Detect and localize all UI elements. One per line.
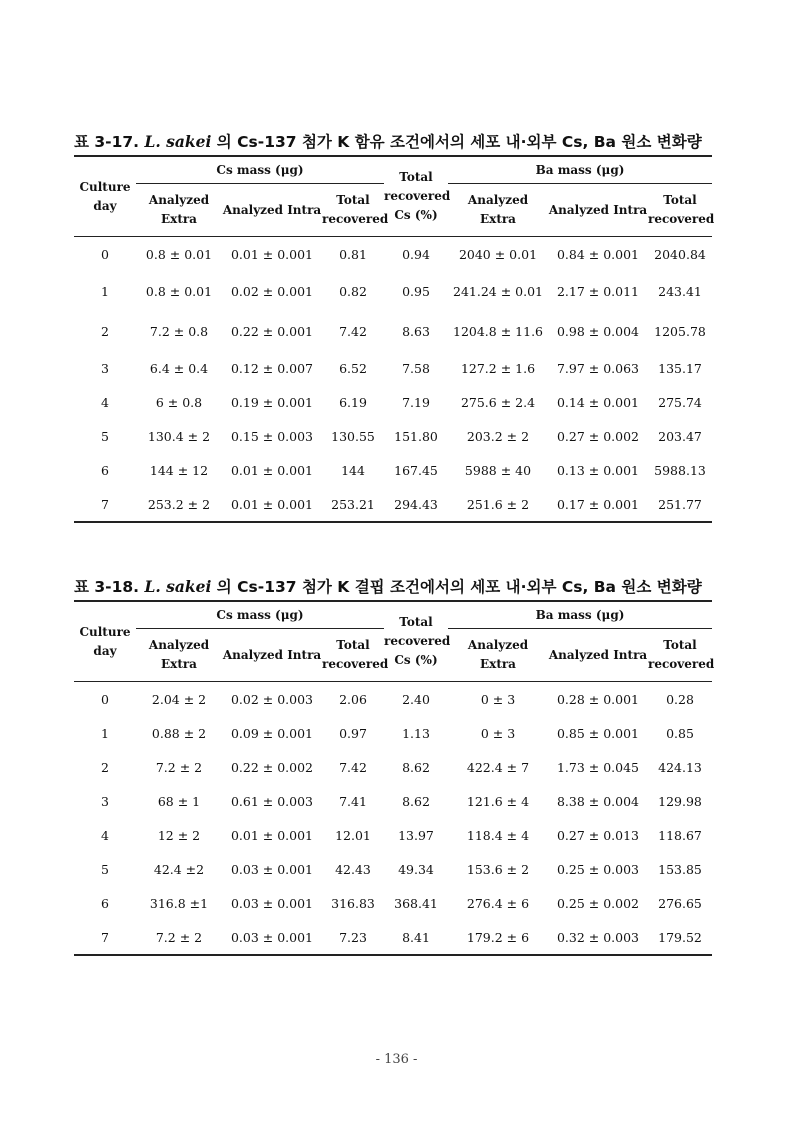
table-cell: 0.95 xyxy=(402,283,430,299)
table-row xyxy=(74,682,712,717)
table2-caption-suffix: 의 Cs-137 첨가 K 결핍 조건에서의 세포 내·외부 Cs, Ba 원소 변화량 xyxy=(211,578,702,596)
table-cell: 0.01 ± 0.001 xyxy=(230,827,314,843)
table-row xyxy=(74,750,712,784)
table-cell: 3 xyxy=(101,793,109,809)
table-cell: 179.2 ± 6 xyxy=(466,929,530,945)
table-cell: 8.41 xyxy=(402,929,430,945)
table-cell: 7.41 xyxy=(339,793,367,809)
table-cell: 0.03 ± 0.001 xyxy=(230,895,314,911)
table-cell: 294.43 xyxy=(394,496,438,512)
table-cell: 1205.78 xyxy=(654,323,706,339)
table-cell: 253.21 xyxy=(331,496,375,512)
table-cell: 153.6 ± 2 xyxy=(466,861,530,877)
table-cell: 2.06 xyxy=(339,691,367,707)
table-cell: 5988.13 xyxy=(654,462,706,478)
table-row xyxy=(74,487,712,522)
table1 xyxy=(74,155,715,523)
table-cell: 251.77 xyxy=(658,496,702,512)
table-cell: 0 ± 3 xyxy=(480,691,516,707)
table-cell: 13.97 xyxy=(398,827,434,843)
table-row xyxy=(74,818,712,852)
table-cell: 0 ± 3 xyxy=(480,725,516,741)
table-cell: 0.97 xyxy=(339,725,367,741)
table-cell: 2.04 ± 2 xyxy=(151,691,207,707)
cs-total-header: Total recovered xyxy=(322,184,384,237)
table-cell: 1.13 xyxy=(402,725,430,741)
table-cell: 0.88 ± 2 xyxy=(151,725,207,741)
table-cell: 0.25 ± 0.002 xyxy=(556,895,640,911)
table-cell: 0.19 ± 0.001 xyxy=(230,394,314,410)
table2-caption-prefix: 표 3-18. xyxy=(74,578,145,596)
table-cell: 203.2 ± 2 xyxy=(466,428,530,444)
table-cell: 0.01 ± 0.001 xyxy=(230,496,314,512)
table-cell: 127.2 ± 1.6 xyxy=(460,360,536,376)
table-cell: 12 ± 2 xyxy=(157,827,201,843)
table-cell: 275.6 ± 2.4 xyxy=(460,394,536,410)
table-row xyxy=(74,311,712,351)
cs-intra-header: Analyzed Intra xyxy=(222,184,322,237)
table-cell: 6.52 xyxy=(339,360,367,376)
table-cell: 151.80 xyxy=(394,428,438,444)
table-cell: 0.94 xyxy=(402,246,430,262)
table2 xyxy=(74,600,715,956)
table-cell: 7.42 xyxy=(339,759,367,775)
table-cell: 0 xyxy=(101,691,109,707)
ba-total-header: Total recovered xyxy=(648,184,712,237)
table-cell: 7.58 xyxy=(402,360,430,376)
table-cell: 0.8 ± 0.01 xyxy=(145,246,213,262)
table-cell: 42.4 ±2 xyxy=(153,861,205,877)
table-cell: 316.8 ±1 xyxy=(149,895,209,911)
table-cell: 7.23 xyxy=(339,929,367,945)
cs-total-header: Total recovered xyxy=(322,629,384,682)
table-cell: 1.73 ± 0.045 xyxy=(556,759,640,775)
table-cell: 144 ± 12 xyxy=(149,462,209,478)
table-cell: 6 xyxy=(101,462,109,478)
table1-caption-prefix: 표 3-17. xyxy=(74,133,145,151)
table-cell: 3 xyxy=(101,360,109,376)
table2-caption-species: L. sakei xyxy=(144,577,212,596)
table-cell: 0.27 ± 0.002 xyxy=(556,428,640,444)
table-cell: 8.63 xyxy=(402,323,430,339)
table-cell: 2 xyxy=(101,759,109,775)
table-cell: 0.8 ± 0.01 xyxy=(145,283,213,299)
table-cell: 7.19 xyxy=(402,394,430,410)
ba-mass-header: Ba mass (μg) xyxy=(448,156,712,184)
table-cell: 2040 ± 0.01 xyxy=(458,246,538,262)
ba-mass-header: Ba mass (μg) xyxy=(448,601,712,629)
table-cell: 5988 ± 40 xyxy=(464,462,532,478)
table1-caption-suffix: 의 Cs-137 첨가 K 함유 조건에서의 세포 내·외부 Cs, Ba 원소 변화량 xyxy=(211,133,702,151)
table-cell: 1 xyxy=(101,725,109,741)
table-cell: 422.4 ± 7 xyxy=(466,759,530,775)
table-cell: 0.27 ± 0.013 xyxy=(556,827,640,843)
table-cell: 130.4 ± 2 xyxy=(147,428,211,444)
table-cell: 203.47 xyxy=(658,428,702,444)
table-cell: 6.19 xyxy=(339,394,367,410)
table-cell: 0.85 xyxy=(666,725,694,741)
table-cell: 4 xyxy=(101,394,109,410)
table-cell: 0.81 xyxy=(339,246,367,262)
table-cell: 0.61 ± 0.003 xyxy=(230,793,314,809)
table-cell: 5 xyxy=(101,428,109,444)
table-cell: 6 ± 0.8 xyxy=(155,394,203,410)
culture-day-header: Culture day xyxy=(74,156,136,237)
table-cell: 0.22 ± 0.002 xyxy=(230,759,314,775)
table-row xyxy=(74,920,712,955)
ba-extra-header: Analyzed Extra xyxy=(448,629,548,682)
table-cell: 0.09 ± 0.001 xyxy=(230,725,314,741)
table-cell: 0.84 ± 0.001 xyxy=(556,246,640,262)
table-cell: 7.2 ± 2 xyxy=(155,929,203,945)
table-cell: 0.28 ± 0.001 xyxy=(556,691,640,707)
table-cell: 0.14 ± 0.001 xyxy=(556,394,640,410)
table-cell: 0.01 ± 0.001 xyxy=(230,462,314,478)
table-cell: 2040.84 xyxy=(654,246,706,262)
table-cell: 153.85 xyxy=(658,861,702,877)
table-cell: 7.42 xyxy=(339,323,367,339)
table-cell: 118.4 ± 4 xyxy=(466,827,530,843)
table-cell: 0.03 ± 0.001 xyxy=(230,929,314,945)
culture-day-header: Culture day xyxy=(74,601,136,682)
table-cell: 1 xyxy=(101,283,109,299)
table-cell: 6 xyxy=(101,895,109,911)
table-cell: 129.98 xyxy=(658,793,702,809)
table-cell: 0.13 ± 0.001 xyxy=(556,462,640,478)
table-row xyxy=(74,385,712,419)
cs-mass-header: Cs mass (μg) xyxy=(136,156,384,184)
table-cell: 251.6 ± 2 xyxy=(466,496,530,512)
cs-intra-header: Analyzed Intra xyxy=(222,629,322,682)
table-row xyxy=(74,886,712,920)
table-cell: 0.15 ± 0.003 xyxy=(230,428,314,444)
ba-intra-header: Analyzed Intra xyxy=(548,184,648,237)
table-cell: 7.97 ± 0.063 xyxy=(556,360,640,376)
table-cell: 6.4 ± 0.4 xyxy=(149,360,209,376)
table-cell: 276.65 xyxy=(658,895,702,911)
table2-caption xyxy=(74,575,702,597)
table-cell: 0.02 ± 0.001 xyxy=(230,283,314,299)
table-row xyxy=(74,784,712,818)
table-row xyxy=(74,419,712,453)
cs-extra-header: Analyzed Extra xyxy=(136,184,222,237)
table-cell: 5 xyxy=(101,861,109,877)
total-recovered-cs-header: Total recovered Cs (%) xyxy=(384,156,448,237)
table-row xyxy=(74,237,712,272)
table-row xyxy=(74,271,712,311)
table-cell: 368.41 xyxy=(394,895,438,911)
table-cell: 2.17 ± 0.011 xyxy=(556,283,640,299)
table-cell: 1204.8 ± 11.6 xyxy=(453,323,543,339)
table-cell: 0.03 ± 0.001 xyxy=(230,861,314,877)
table-cell: 130.55 xyxy=(331,428,375,444)
table-cell: 2.40 xyxy=(402,691,430,707)
table-row xyxy=(74,852,712,886)
table-cell: 8.38 ± 0.004 xyxy=(556,793,640,809)
table-cell: 8.62 xyxy=(402,793,430,809)
table-cell: 0.12 ± 0.007 xyxy=(230,360,314,376)
table-cell: 241.24 ± 0.01 xyxy=(453,283,543,299)
table-cell: 118.67 xyxy=(658,827,702,843)
table-row xyxy=(74,716,712,750)
table-cell: 12.01 xyxy=(335,827,371,843)
table-cell: 8.62 xyxy=(402,759,430,775)
table-cell: 4 xyxy=(101,827,109,843)
table-cell: 179.52 xyxy=(658,929,702,945)
table-cell: 135.17 xyxy=(658,360,702,376)
ba-extra-header: Analyzed Extra xyxy=(448,184,548,237)
table-cell: 275.74 xyxy=(658,394,702,410)
table-cell: 7.2 ± 2 xyxy=(155,759,203,775)
table-cell: 0.85 ± 0.001 xyxy=(556,725,640,741)
table-cell: 0.22 ± 0.001 xyxy=(230,323,314,339)
table-cell: 0.01 ± 0.001 xyxy=(230,246,314,262)
table-cell: 0 xyxy=(101,246,109,262)
table-cell: 316.83 xyxy=(331,895,375,911)
cs-extra-header: Analyzed Extra xyxy=(136,629,222,682)
ba-intra-header: Analyzed Intra xyxy=(548,629,648,682)
table1-caption-species: L. sakei xyxy=(144,132,212,151)
table-cell: 424.13 xyxy=(658,759,702,775)
cs-mass-header: Cs mass (μg) xyxy=(136,601,384,629)
table-row xyxy=(74,351,712,385)
table-cell: 0.28 xyxy=(666,691,694,707)
table-cell: 276.4 ± 6 xyxy=(466,895,530,911)
table-cell: 253.2 ± 2 xyxy=(147,496,211,512)
table-cell: 0.32 ± 0.003 xyxy=(556,929,640,945)
table-cell: 0.02 ± 0.003 xyxy=(230,691,314,707)
table-cell: 49.34 xyxy=(398,861,434,877)
table-cell: 7 xyxy=(101,496,109,512)
total-recovered-cs-header: Total recovered Cs (%) xyxy=(384,601,448,682)
table-cell: 144 xyxy=(341,462,365,478)
table-cell: 121.6 ± 4 xyxy=(466,793,530,809)
table-cell: 42.43 xyxy=(335,861,371,877)
table-cell: 68 ± 1 xyxy=(157,793,201,809)
table-cell: 0.82 xyxy=(339,283,367,299)
table1-caption xyxy=(74,130,702,152)
table-cell: 0.25 ± 0.003 xyxy=(556,861,640,877)
table-cell: 0.17 ± 0.001 xyxy=(556,496,640,512)
ba-total-header: Total recovered xyxy=(648,629,712,682)
table-cell: 7.2 ± 0.8 xyxy=(149,323,209,339)
table-cell: 167.45 xyxy=(394,462,438,478)
table-row xyxy=(74,453,712,487)
table-cell: 0.98 ± 0.004 xyxy=(556,323,640,339)
table-cell: 7 xyxy=(101,929,109,945)
table-cell: 243.41 xyxy=(658,283,702,299)
table-cell: 2 xyxy=(101,323,109,339)
page-number: - 136 - xyxy=(375,1052,418,1067)
